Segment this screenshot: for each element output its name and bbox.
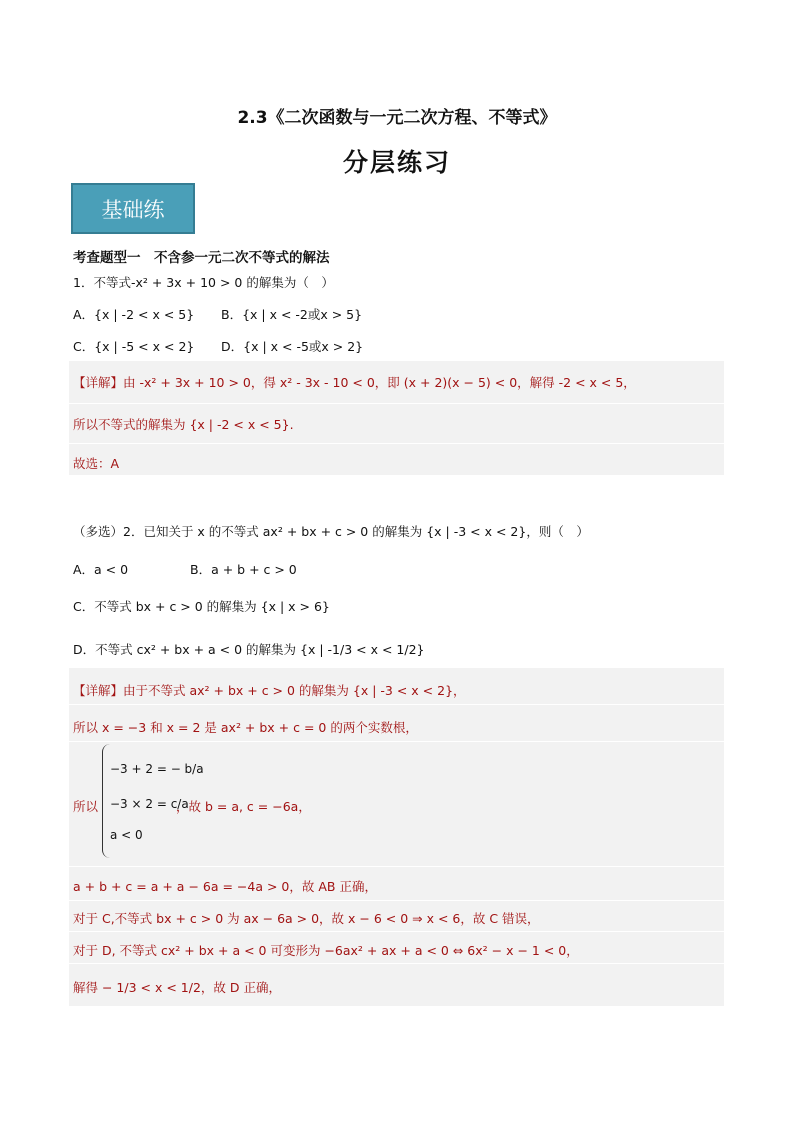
divider [69, 403, 724, 404]
system-eq-1: −3 + 2 = − b/a [110, 762, 204, 776]
system-eq-2: −3 × 2 = c/a [110, 797, 189, 811]
q2-solution-conclusion: ，故 b = a, c = −6a， [176, 799, 311, 814]
divider [69, 741, 724, 742]
system-eq-3: a < 0 [110, 828, 143, 842]
q2-solution-line: a + b + c = a + a − 6a = −4a > 0，故 AB 正确， [73, 879, 377, 894]
document-title: 2.3《二次函数与一元二次方程、不等式》 [237, 108, 557, 128]
q1-option-b: B．{x | x < -2或x > 5} [221, 307, 363, 322]
divider [69, 443, 724, 444]
q1-stem: 1．不等式-x² + 3x + 10 > 0 的解集为（ ） [73, 275, 334, 290]
q2-option-a: A．a < 0 [73, 562, 129, 577]
q1-solution-line: 所以不等式的解集为 {x | -2 < x < 5}. [73, 417, 294, 432]
q2-solution-line: 【详解】由于不等式 ax² + bx + c > 0 的解集为 {x | -3 < x < 2}， [73, 683, 466, 698]
level-badge: 基础练 [71, 183, 195, 234]
q1-solution-line: 【详解】由 -x² + 3x + 10 > 0，得 x² - 3x - 10 < 0，即 (x + 2)(x − 5) < 0，解得 -2 < x < 5， [73, 375, 636, 390]
q2-solution-line: 解得 − 1/3 < x < 1/2，故 D 正确， [73, 980, 281, 995]
q2-stem: （多选）2．已知关于 x 的不等式 ax² + bx + c > 0 的解集为 {x | -3 < x < 2}，则（ ） [73, 524, 589, 539]
section-heading: 考查题型一 不含参一元二次不等式的解法 [73, 250, 330, 266]
divider [69, 931, 724, 932]
q2-option-d: D．不等式 cx² + bx + a < 0 的解集为 {x | -1/3 < x < 1/2} [73, 642, 425, 657]
q2-option-c: C．不等式 bx + c > 0 的解集为 {x | x > 6} [73, 599, 330, 614]
q1-answer: 故选：A [73, 456, 120, 471]
divider [69, 866, 724, 867]
document-subtitle: 分层练习 [342, 148, 451, 177]
divider [69, 704, 724, 705]
q2-solution-line: 所以 x = −3 和 x = 2 是 ax² + bx + c = 0 的两个实数根， [73, 720, 418, 735]
q1-option-c: C．{x | -5 < x < 2} [73, 339, 195, 354]
q2-option-b: B．a + b + c > 0 [190, 562, 297, 577]
q2-solution-line: 对于 D, 不等式 cx² + bx + a < 0 可变形为 −6ax² + ax + a < 0 ⇔ 6x² − x − 1 < 0， [73, 943, 579, 958]
q1-option-d: D．{x | x < -5或x > 2} [221, 339, 364, 354]
divider [69, 963, 724, 964]
q2-solution-so: 所以 [73, 799, 99, 814]
q1-option-a: A．{x | -2 < x < 5} [73, 307, 195, 322]
q2-solution-line: 对于 C,不等式 bx + c > 0 为 ax − 6a > 0，故 x − 6 < 0 ⇒ x < 6，故 C 错误， [73, 911, 540, 926]
divider [69, 900, 724, 901]
